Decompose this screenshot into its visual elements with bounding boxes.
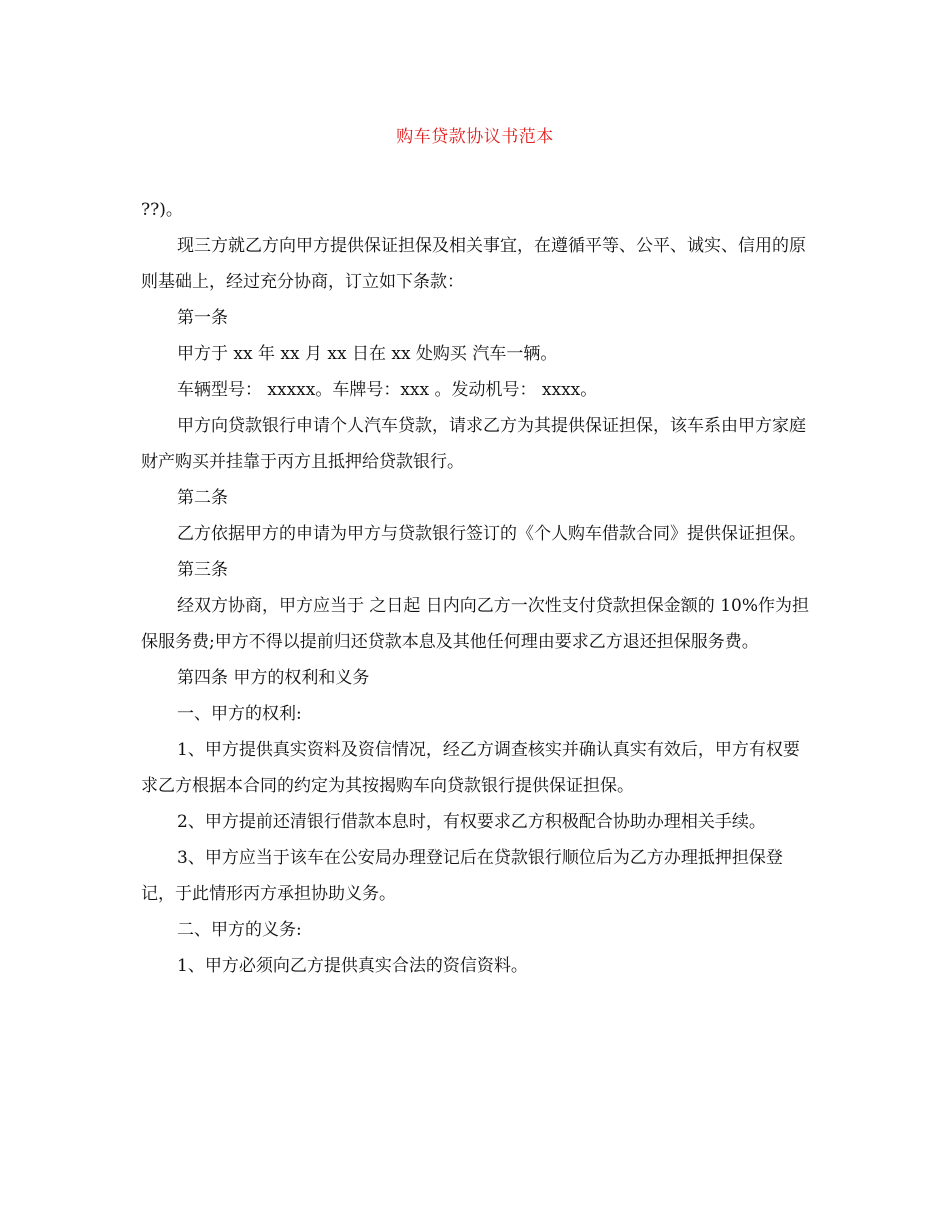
paragraph: 2、甲方提前还清银行借款本息时，有权要求乙方积极配合协助办理相关手续。 [177, 812, 766, 832]
section-heading: 第一条 [177, 308, 228, 328]
paragraph: 车辆型号： xxxxx。车牌号：xxx 。发动机号： xxxx。 [177, 380, 598, 400]
paragraph: 经双方协商，甲方应当于 之日起 日内向乙方一次性支付贷款担保金额的 10%作为担保服务费;甲方不得以提前归还贷款本息及其他任何理由要求乙方退还担保服务费。 [141, 596, 809, 652]
subsection-heading: 一、甲方的权利: [177, 704, 302, 724]
paragraph: 甲方于 xx 年 xx 月 xx 日在 xx 处购买 汽车一辆。 [177, 344, 558, 364]
section-heading: 第四条 甲方的权利和义务 [177, 668, 370, 688]
paragraph: 乙方依据甲方的申请为甲方与贷款银行签订的《个人购车借款合同》提供保证担保。 [177, 524, 806, 544]
document-body [141, 192, 813, 984]
section-heading: 第二条 [177, 488, 228, 508]
paragraph: 现三方就乙方向甲方提供保证担保及相关事宜，在遵循平等、公平、诚实、信用的原则基础上，经过充分协商，订立如下条款： [141, 236, 806, 292]
subsection-heading: 二、甲方的义务: [177, 920, 302, 940]
paragraph: 1、甲方提供真实资料及资信情况，经乙方调查核实并确认真实有效后，甲方有权要求乙方根据本合同的约定为其按揭购车向贷款银行提供保证担保。 [141, 740, 800, 796]
section-heading: 第三条 [177, 560, 228, 580]
paragraph: 3、甲方应当于该车在公安局办理登记后在贷款银行顺位后为乙方办理抵押担保登记，于此情形丙方承担协助义务。 [141, 848, 783, 904]
document-title: 购车贷款协议书范本 [396, 127, 554, 147]
paragraph: 1、甲方必须向乙方提供真实合法的资信资料。 [177, 956, 528, 976]
paragraph: ??)。 [141, 200, 183, 220]
paragraph: 甲方向贷款银行申请个人汽车贷款，请求乙方为其提供保证担保，该车系由甲方家庭财产购买并挂靠于丙方且抵押给贷款银行。 [141, 416, 806, 472]
